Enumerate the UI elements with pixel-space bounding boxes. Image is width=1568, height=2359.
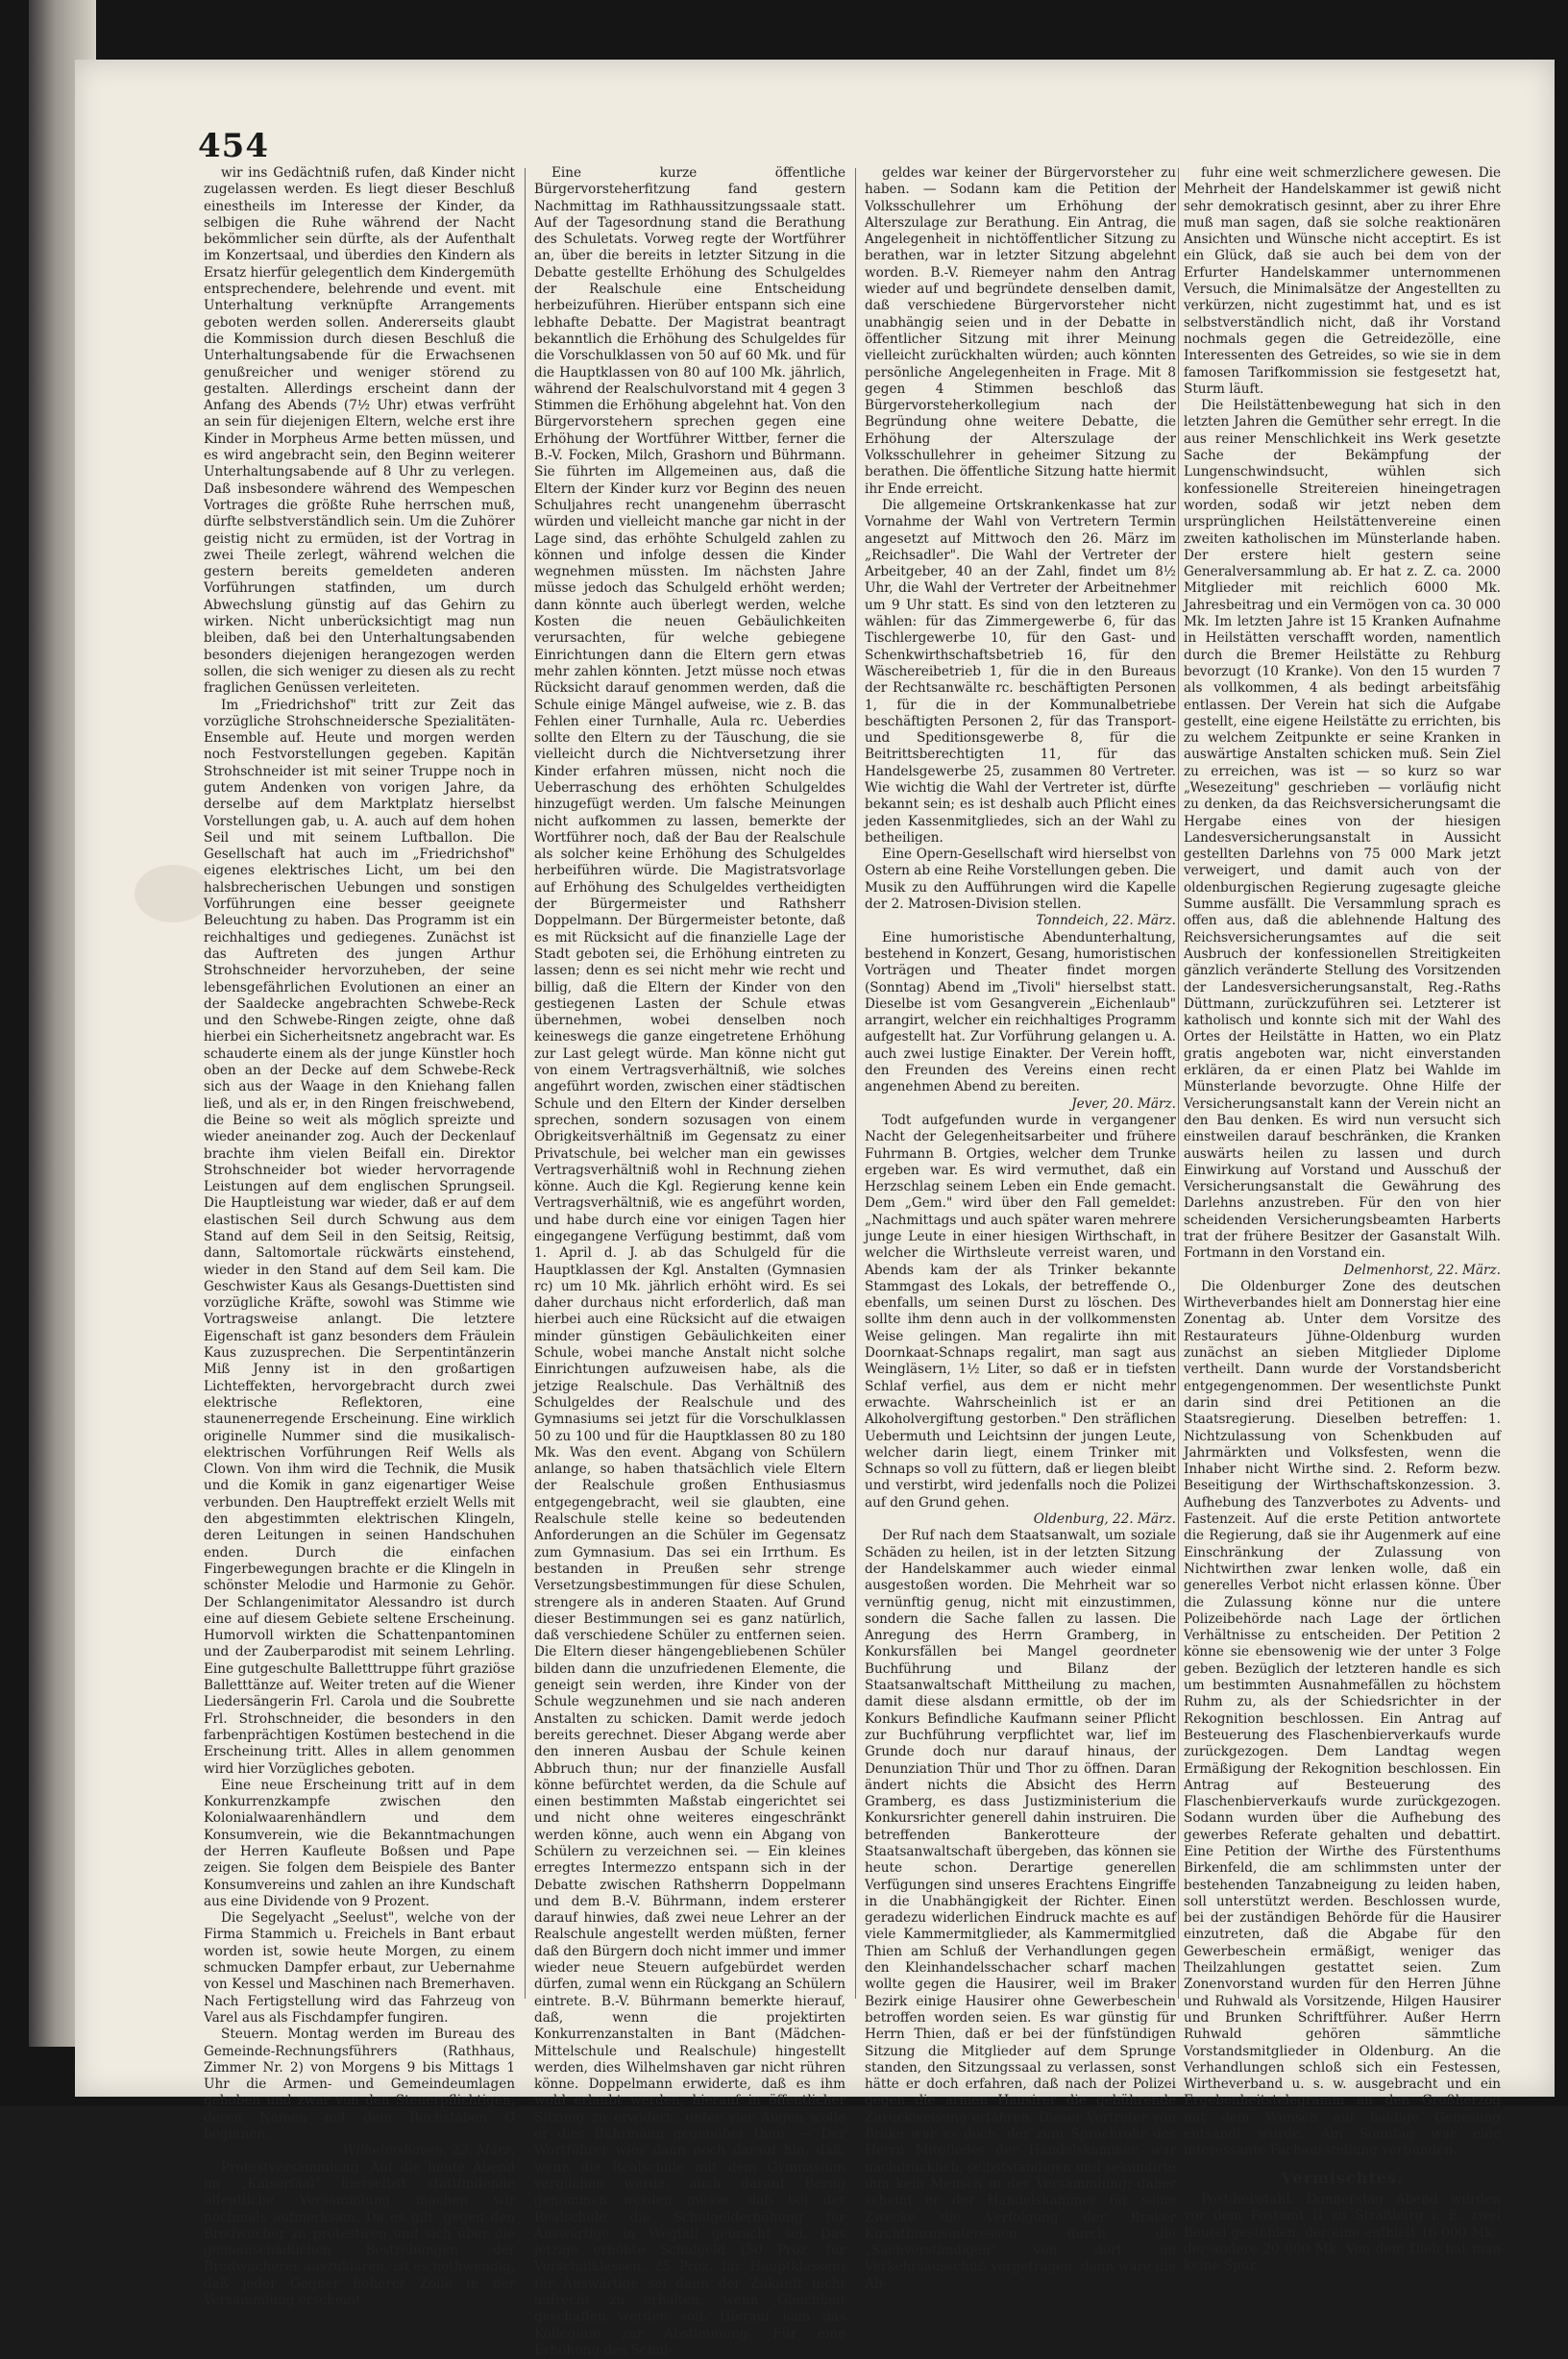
article-paragraph: Todt aufgefunden wurde in vergangener Nacht der Gelegenheitsarbeiter und frühere Fuhrmann B. Ortgies, welcher dem Trunke ergeben war. Es wird vermuthet, daß ein Herzschlag seinem Leben ein Ende gemacht. Dem „Gem." wird über den Fall gemeldet: „Nachmittags und auch später waren mehrere junge Leute in einer hiesigen Wirthschaft, in welcher die Wirthsleute verreist waren, und Abends kam der als Trinker bekannte Stammgast des Lokals, der betreffende O., ebenfalls, um seinen Durst zu löschen. Des sollte ihm denn auch in der vollkommensten Weise gelingen. Man regalirte ihn mit Doornkaat-Schnaps regalirt, man sagt aus Weingläsern, 1½ Liter, so daß er in tiefsten Schlaf verfiel, aus dem er nicht mehr erwachte. Wahrscheinlich ist er an Alkoholvergiftung gestorben." Den sträflichen Uebermuth und Leichtsinn der jungen Leute, welcher darin liegt, einem Trinker mit Schnaps so voll zu füttern, daß er liegen bleibt und verstirbt, wird jedenfalls noch die Polizei auf den Grund gehen. (865, 1112, 1176, 1511)
paper-stain (135, 865, 211, 922)
article-paragraph: Die Oldenburger Zone des deutschen Wirtheverbandes hielt am Donnerstag hier eine Zonentag ab. Unter dem Vorsitze des Restaurateurs Jühne-Oldenburg wurden zunächst an sieben Mitglieder Diplome vertheilt. Dann wurde der Vorstandsbericht entgegengenommen. Der wesentlichste Punkt darin sind drei Petitionen an die Staatsregierung. Dieselben betreffen: 1. Nichtzulassung von Schenkbuden auf Jahrmärkten und Volksfesten, wenn die Inhaber nicht Wirthe sind. 2. Reform bezw. Beseitigung der Wirthschaftskonzession. 3. Aufhebung des Tanzverbotes zu Advents- und Fastenzeit. Auf die erste Petition antwortete die Regierung, daß sie ihr Augenmerk auf eine Einschränkung der Zulassung von Nichtwirthen zwar lenken wolle, daß ein generelles Verbot nicht erlassen könne. Über die Zulassung könne nur die untere Polizeibehörde nach Lage der örtlichen Verhältnisse zu entscheiden. Der Petition 2 könne sie ebensowenig wie der unter 3 Folge geben. Bezüglich der letzteren handle es sich um bestimmten Ausnahmefällen zu höchstem Ruhm zu, als der Schiedsrichter in der Rekognition beschlossen. Ein Antrag auf Besteuerung des Flaschenbierverkaufs wurde zurückgezogen. Dem Landtag wegen Ermäßigung der Rekognition beschlossen. Ein Antrag auf Besteuerung des Flaschenbierverkaufs wurde zurückgezogen. Sodann wurden über die Aufhebung des gewerbes Referate gehalten und debattirt. Eine Petition der Wirthe des Fürstenthums Birkenfeld, die am schlimmsten unter der bestehenden Tanzabneigung zu leiden haben, soll unterstützt werden. Beschlossen wurde, bei der zuständigen Behörde für die Hausirer einzutreten, daß die Abgabe für den Gewerbeschein ermäßigt, weniger das Theilzahlungen gestattet seien. Zum Zonenvorstand wurden für den Herren Jühne und Ruhwald als Vorsitzende, Hilgen Hausirer und Brunken Schriftführer. Außer Herrn Ruhwald gehören sämmtliche Vorstandsmitglieder in Oldenburg. An die Verhandlungen schloß sich ein Festessen, Wirtheverband u. s. w. ausgebracht und ein Ergebenheitstelegramm an den Großherzog mit dem Wunsch auf baldige Genesung entsandt wurde. Am Sonntag war eine interessante Fachausstellung verbunden. (1184, 1278, 1501, 2159)
dateline: Jever, 20. März. (1071, 1095, 1176, 1112)
article-paragraph: Eine neue Erscheinung tritt auf in dem Konkurrenzkampfe zwischen den Kolonialwaarenhändlern und dem Konsumverein, wie die Bekanntmachungen der Herren Kaufleute Boßsen und Pape zeigen. Sie folgen dem Beispiele des Banter Konsumvereins und zahlen an ihre Kundschaft aus eine Dividende von 9 Prozent. (204, 1777, 515, 1909)
dateline: Delmenhorst, 22. März. (1343, 1262, 1501, 1278)
page-number: 454 (198, 127, 269, 165)
article-paragraph: Die Segelyacht „Seelust", welche von der Firma Stammich u. Freichels in Bant erbaut worden ist, sowie heute Morgen, zu einem schmucken Dampfer erbaut, zur Uebernahme von Kessel und Maschinen nach Bremerhaven. Nach Fertigstellung wird das Fahrzeug von Varel aus als Fischdampfer fungiren. (204, 1910, 515, 2026)
article-paragraph: geldes war keiner der Bürgervorsteher zu haben. — Sodann kam die Petition der Volksschullehrer um Erhöhung der Alterszulage zur Berathung. Ein Antrag, die Angelegenheit in nichtöffentlicher Sitzung zu berathen, war in letzter Sitzung abgelehnt worden. B.-V. Riemeyer nahm den Antrag wieder auf und begründete denselben damit, daß verschiedene Bürgervorsteher nicht unabhängig seien und in der Debatte in öffentlicher Sitzung mit ihrer Meinung vielleicht zurückhalten würden; auch könnten persönliche Angelegenheiten in Frage. Mit 8 gegen 4 Stimmen beschloß das Bürgervorsteherkollegium nach der Begründung ohne weitere Debatte, die Erhöhung der Alterszulage der Volksschullehrer in geheimer Sitzung zu berathen. Die öffentliche Sitzung hatte hiermit ihr Ende erreicht. (865, 165, 1176, 497)
article-paragraph: Im „Friedrichshof" tritt zur Zeit das vorzügliche Strohschneidersche Spezialitäten-Ensemble auf. Heute und morgen werden noch Festvorstellungen gegeben. Kapitän Strohschneider ist mit seiner Truppe noch in gutem Andenken von vorigen Jahre, da derselbe auf dem Marktplatz hierselbst Vorstellungen gab, u. A. auch auf dem hohen Seil und mit seinem Luftballon. Die Gesellschaft hat auch im „Friedrichshof" eigenes elektrisches Licht, um bei den halsbrecherischen Uebungen und sonstigen Vorführungen eine besser geeignete Beleuchtung zu haben. Das Programm ist ein reichhaltiges und gediegenes. Zunächst ist das Auftreten des jungen Arthur Strohschneider hervorzuheben, der seine lebensgefährlichen Evolutionen an einer an der Saaldecke angebrachten Schwebe-Reck und den Schwebe-Ringen zeigte, ohne daß hierbei ein Sicherheitsnetz angebracht war. Es schauderte einem als der junge Künstler hoch oben an der Decke auf dem Schwebe-Reck sich aus der Waage in den Kniehang fallen ließ, und als er, in den Ringen freischwebend, die Beine so weit als möglich spreizte und wieder aneinander zog. Auch der Deckenlauf brachte ihm vielen Beifall ein. Direktor Strohschneider bot wieder hervorragende Leistungen auf dem englischen Sprungseil. Die Hauptleistung war wieder, daß er auf dem elastischen Seil durch Schwung aus dem Stand auf dem Seil in den Seitsig, Reitsig, dann, Saltomortale rückwärts einstehend, wieder in den Stand auf dem Seil kam. Die Geschwister Kaus als Gesangs-Duettisten sind vorzügliche Kräfte, sowohl was Stimme wie Vortragsweise anlangt. Die letztere Eigenschaft ist ganz besonders dem Fräulein Kaus zuzusprechen. Die Serpentintänzerin Miß Jenny ist in den großartigen Lichteffekten, hervorgebracht durch zwei elektrische Reflektoren, eine staunenerregende Erscheinung. Eine wirklich originelle Nummer sind die musikalisch-elektrischen Vorführungen Reif Wells als Clown. Von ihm wird die Technik, die Musik und die Komik in ganz eigenartiger Weise verbunden. Den Hauptreffekt erzielt Wells mit den abgestimmten elektrischen Klingeln, deren Leitungen in seinen Handschuhen enden. Durch die einfachen Fingerbewegungen brachte er die Klingeln in schönster Melodie und Harmonie zu Gehör. Der Schlangenimitator Alessandro ist durch eine auf diesem Gebiete seltene Erscheinung. Humorvoll wirkten die Schattenpantominen und der Zauberparodist mit seinem Lehrling. Eine gutgeschulte Balletttruppe führt graziöse Balletttänze auf. Weiter treten auf die Wiener Liedersängerin Frl. Carola und die Soubrette Frl. Strohschneider, die besonders in den farbenprächtigen Kostümen bestechend in die Erscheinung tritt. Alles in allem genommen wird hier Vorzügliches geboten. (204, 697, 515, 1777)
dateline: Oldenburg, 22. März. (1033, 1511, 1176, 1528)
column-rule (525, 168, 526, 1999)
dateline: Tonndeich, 22. März. (1036, 913, 1176, 929)
dateline: Wilhelmshaven, 22. März. (342, 2143, 515, 2159)
article-paragraph: Die Heilstättenbewegung hat sich in den letzten Jahren die Gemüther sehr erregt. In die aus reiner Menschlichkeit ins Werk gesetzte Sache der Bekämpfung der Lungenschwindsucht, wühlen sich konfessionelle Streitereien hineingetragen worden, sodaß wir jetzt neben dem ursprünglichen Heilstättenvereine einen zweiten katholischen im Münsterlande haben. Der erstere hielt gestern seine Generalversammlung ab. Er hat z. Z. ca. 2000 Mitglieder mit reichlich 6000 Mk. Jahresbeitrag und ein Vermögen von ca. 30 000 Mk. Im letzten Jahre ist 15 Kranken Aufnahme in Heilstätten verschafft worden, namentlich durch die Bremer Heilstätte zu Rehburg bevorzugt (10 Kranke). Von den 15 wurden 7 als vollkommen, 4 als bedingt arbeitsfähig entlassen. Der Verein hat sich die Aufgabe gestellt, eine eigene Heilstätte zu errichten, bis zu welchem Zeitpunkte er seine Kranken in auswärtige Anstalten schicken muß. Sein Ziel zu erreichen, was ist — so kurz so war „Wesezeitung" geschrieben — vorläufig nicht zu denken, da das Reichsversicherungsamt die Hergabe eines von der hiesigen Landesversicherungsanstalt in Aussicht gestellten Darlehns von 75 000 Mark jetzt verweigert, und damit auch von der oldenburgischen Regierung zugesagte gleiche Summe ausfällt. Die Versammlung sprach es offen aus, daß die ablehnende Haltung des Reichsversicherungsamtes auf die seit Ausbruch der konfessionellen Streitigkeiten gänzlich veränderte Stellung des Vorsitzenden der Landesversicherungsanstalt, Reg.-Raths Düttmann, zurückzuführen sei. Letzterer ist katholisch und konnte sich mit der Wahl des Ortes der Heilstätte in Hatten, wo ein Platz gratis angeboten war, nicht einverstanden erklären, da er einen Platz bei Wahlde im Münsterlande bevorzugte. Ohne Hilfe der Versicherungsanstalt kann der Verein nicht an den Bau denken. Es wird nun versucht sich einstweilen darauf beschränken, die Kranken auswärts heilen zu lassen und durch Einwirkung auf Vorstand und Ausschuß der Versicherungsanstalt die Gewährung des Darlehns anzustreben. Für den von hier scheidenden Versicherungsbeamten Harberts trat der frühere Besitzer der Gasanstalt Wilh. Fortmann in den Vorstand ein. (1184, 398, 1501, 1262)
section-heading: Vermischtes. (1281, 2168, 1404, 2187)
article-paragraph: Protestversammlung. Auf die heute Abend im „Kaiserfaal" hierselbst stattfindende öffentliche Versammlung machen wir nochmals aufmerksam. Da es gilt, gegen den Brodwucher zu protestiren und sich über die gemeinschädlichen Bestrebungen der Brodwucherer auszuklären, ist es nothwendig, daß jeder Gegner höherer Zölle in der Versammlung erscheint. (204, 2159, 515, 2308)
article-paragraph: Die allgemeine Ortskrankenkasse hat zur Vornahme der Wahl von Vertretern Termin angesetzt auf Mittwoch den 26. März im „Reichsadler". Die Wahl der Vertreter der Arbeitgeber, 40 an der Zahl, findet um 8½ Uhr, die Wahl der Vertreter der Arbeitnehmer um 9 Uhr statt. Es sind von den letzteren zu wählen: für das Zimmergewerbe 6, für das Tischlergewerbe 10, für den Gast- und Schenkwirthschaftsbetrieb 16, für den Wäschereibetrieb 1, für die in den Bureaus der Rechtsanwälte rc. beschäftigten Personen 1, für die in der Kommunalbetriebe beschäftigten Personen 2, für das Transport- und Speditionsgewerbe 8, für die Beitrittsberechtigten 11, für das Handelsgewerbe 25, zusammen 80 Vertreter. Wie wichtig die Wahl der Vertreter ist, dürfte bekannt sein; es ist deshalb auch Pflicht eines jeden Kassenmitgliedes, sich an der Wahl zu betheiligen. (865, 497, 1176, 846)
column-1 (204, 165, 515, 2308)
article-paragraph: Postdiebstahl. Donnerstag Abend wurden vor dem Postamt II zu Straßburg i. E. zwei Beutel gestohlen, der eine enthielt 16 000 Mk., der andere 20 000 Mk. Von dem Dieb hat man keine Spur. (1184, 2191, 1501, 2274)
article-paragraph: Der Ruf nach dem Staatsanwalt, um soziale Schäden zu heilen, ist in der letzten Sitzung der Handelskammer auch wieder einmal ausgestoßen worden. Die Mehrheit war so vernünftig genug, nicht mit einzustimmen, sondern die Sache fallen zu lassen. Die Anregung des Herrn Gramberg, in Konkursfällen bei Mangel geordneter Buchführung und Bilanz der Staatsanwaltschaft Mittheilung zu machen, damit diese alsdann ermittle, ob der im Konkurs Befindliche Kaufmann seiner Pflicht zur Buchführung verpflichtet war, lief im Grunde doch nur darauf hinaus, der Denunziation Thür und Thor zu öffnen. Daran ändert nichts die Absicht des Herrn Gramberg, es dass Justizministerium die Konkursrichter generell dahin instruiren. Die betreffenden Bankerotteure der Staatsanwaltschaft übergeben, das können sie heute schon. Derartige generellen Verfügungen sind unseres Erachtens Eingriffe in die Unabhängigkeit der Richter. Einen geradezu widerlichen Eindruck machte es auf viele Kammermitglieder, als Kammermitglied Thien am Schluß der Verhandlungen gegen den Kleinhandelsschacher scharf machen wollte gegen die Hausirer, weil im Braker Bezirk einige Hausirer ohne Gewerbeschein betroffen worden seien. Es war günstig für Herrn Thien, daß er bei der fünfstündigen Sitzung die Mitglieder auf dem Sprunge standen, den Sitzungssaal zu verlassen, sonst hätte er doch erfahren, daß nach der Polizei gegen die armen Hausirer die gebührende Zurückweisung erfahren. Dieser Vertreter von Brake war es doch, der zum Sprachrohr des Herrn Mitgliedes der Handelskammer, war nachdrücklich, selbstständigen und sekundirte ihm kein Mensch in der Versammlung; daher scheint er der Handelskammer für seine Zwecke die Verfolgung der Braker Kirchthurmsinteressen durch die „Sachverständigen" von dort im Verkehrsausschuß vorgetragen, dann wäre die Ab- (865, 1528, 1176, 2292)
column-4 (1184, 165, 1501, 2274)
column-rule (855, 168, 856, 1999)
article-paragraph: wir ins Gedächtniß rufen, daß Kinder nicht zugelassen werden. Es liegt dieser Beschluß einestheils im Interesse der Kinder, da selbigen die Ruhe während der Nacht bekömmlicher sein dürfte, als der Aufenthalt im Konzertsaal, und überdies den Kindern als Ersatz hierfür gelegentlich dem Kindergemüth entsprechendere, belehrende und event. mit Unterhaltung verknüpfte Arrangements geboten werden sollen. Andererseits glaubt die Kommission durch diesen Beschluß die Unterhaltungsabende für die Erwachsenen genußreicher und weniger störend zu gestalten. Allerdings erscheint dann der Anfang des Abends (7½ Uhr) etwas verfrüht an sein für diejenigen Eltern, welche erst ihre Kinder in Morpheus Arme betten müssen, und es wird angebracht sein, den Beginn weiterer Unterhaltungsabende auf 8 Uhr zu verlegen. Daß insbesondere während des Wempeschen Vortrages die größte Ruhe herrschen muß, dürfte selbstverständlich sein. Um die Zuhörer geistig nicht zu ermüden, ist der Vortrag in zwei Theile zerlegt, während welchen die gestern bereits gemeldeten anderen Vorführungen statfinden, um durch Abwechslung günstig auf das Gehirn zu wirken. Nicht unberücksichtigt mag nun bleiben, daß bei den Unterhaltungsabenden besonders diejenigen herangezogen werden sollen, die sich weniger zu diesen als zu recht fraglichen Genüssen verleiteten. (204, 165, 515, 697)
column-2 (534, 165, 845, 2358)
column-3 (865, 165, 1176, 2292)
article-paragraph: Eine Opern-Gesellschaft wird hierselbst von Ostern ab eine Reihe Vorstellungen geben. Die Musik zu den Aufführungen wird die Kapelle der 2. Matrosen-Division stellen. (865, 847, 1176, 913)
column-rule (1178, 168, 1179, 1999)
article-paragraph: fuhr eine weit schmerzlichere gewesen. Die Mehrheit der Handelskammer ist gewiß nicht sehr demokratisch gesinnt, aber zu ihrer Ehre muß man sagen, daß sie solche reaktionären Ansichten und Wünsche nicht acceptirt. Es ist ein Glück, daß sie auch bei dem von der Erfurter Handelskammer unternommenen Versuch, die Minimalsätze der Angestellten zu verkürzen, nicht zugestimmt hat, und es ist selbstverständlich nicht, daß ihr Vorstand nochmals gegen die Getreidezölle, eine Interessenten des Getreides, so wie sie in dem famosen Tarifkommission sie festgesetzt hat, Sturm läuft. (1184, 165, 1501, 397)
article-paragraph: Eine kurze öffentliche Bürgervorsteherfitzung fand gestern Nachmittag im Rathhaussitzungssaale statt. Auf der Tagesordnung stand die Berathung des Schuletats. Vorweg regte der Wortführer an, über die bereits in letzter Sitzung in die Debatte gestellte Erhöhung des Schulgeldes der Realschule eine Entscheidung herbeizuführen. Hierüber entspann sich eine lebhafte Debatte. Der Magistrat beantragt bekanntlich die Erhöhung des Schulgeldes für die Vorschulklassen von 50 auf 60 Mk. und für die Hauptklassen von 80 auf 100 Mk. jährlich, während der Realschulvorstand mit 4 gegen 3 Stimmen die Erhöhung abgelehnt hat. Von den Bürgervorstehern sprechen gegen eine Erhöhung der Wortführer Wittber, ferner die B.-V. Focken, Milch, Grashorn und Bührmann. Sie führten im Allgemeinen aus, daß die Eltern der Kinder kurz vor Beginn des neuen Schuljahres recht unangenehm überrascht würden und vielleicht manche gar nicht in der Lage sind, das erhöhte Schulgeld zahlen zu können und infolge dessen die Kinder wegnehmen müssten. Im nächsten Jahre müsse jedoch das Schulgeld erhöht werden; dann könnte auch überlegt werden, welche Kosten die neuen Gebäulichkeiten verursachten, für welche gebiegene Einrichtungen dann die Eltern gern etwas mehr zahlen könnten. Jetzt müsse noch etwas Rücksicht darauf genommen werden, daß die Schule einige Mängel aufweise, wie z. B. das Fehlen einer Turnhalle, Aula rc. Ueberdies sollte den Eltern zu der Täuschung, die sie vielleicht durch die Nichtversetzung ihrer Kinder erfahren müssen, nicht noch die Ueberraschung des erhöhten Schulgeldes hinzugefügt werden. Um falsche Meinungen nicht aufkommen zu lassen, bemerkte der Wortführer noch, daß der Bau der Realschule als solcher keine Erhöhung des Schulgeldes herbeiführen würde. Die Magistratsvorlage auf Erhöhung des Schulgeldes vertheidigten der Bürgermeister und Rathsherr Doppelmann. Der Bürgermeister betonte, daß es mit Rücksicht auf die finanzielle Lage der Stadt geboten sei, die Erhöhung eintreten zu lassen; denn es sei nicht mehr wie recht und billig, daß die Eltern der Kinder von den gestiegenen Lasten der Schule etwas übernehmen, wobei denselben noch keineswegs die ganze eingetretene Erhöhung zur Last gelegt würde. Man könne nicht gut von einem Vertragsverhältniß, wie solches angeführt worden, zwischen einer städtischen Schule und den Eltern der Kinder derselben sprechen, sondern sozusagen von einem Obrigkeitsverhältniß im Gegensatz zu einer Privatschule, bei welcher man ein gewisses Vertragsverhältniß wohl in Rechnung ziehen könne. Auch die Kgl. Regierung kenne kein Vertragsverhältniß, wie es angeführt worden, und habe durch eine vor einigen Tagen hier eingegangene Verfügung bestimmt, daß vom 1. April d. J. ab das Schulgeld für die Hauptklassen der Kgl. Anstalten (Gymnasien rc) um 10 Mk. jährlich erhöht wird. Es sei daher durchaus nicht erforderlich, daß man hierbei auch eine Rücksicht auf die etwaigen minder günstigen Gebäulichkeiten einer Schule, wobei manche Anstalt nicht solche Einrichtungen aufzuweisen habe, als die jetzige Realschule. Das Verhältniß des Schulgeldes der Realschule und des Gymnasiums sei jetzt für die Vorschulklassen 50 zu 100 und für die Hauptklassen 80 zu 180 Mk. Was den event. Abgang von Schülern anlange, so haben thatsächlich viele Eltern der Realschule großen Enthusiasmus entgegengebracht, weil sie glaubten, eine Realschule stelle keine so bedeutenden Anforderungen an die Schüler im Gegensatz zum Gymnasium. Das sei ein Irrthum. Es bestanden in Preußen sehr strenge Versetzungsbestimmungen für diese Schulen, strengere als in anderen Staaten. Auf Grund dieser Bestimmungen sei es ganz natürlich, daß verschiedene Schüler zu entfernen seien. Die Eltern dieser hängengebliebenen Schüler bilden dann die unzufriedenen Elemente, die geneigt sein werden, ihre Kinder von der Schule wegzunehmen und sie nach anderen Anstalten zu schicken. Damit werde jedoch bereits gerechnet. Dieser Abgang werde aber den inneren Ausbau der Schule keinen Abbruch thun; nur der finanzielle Ausfall könne befürchtet werden, da die Schule auf einen bestimmten Maßstab eingerichtet sei und nicht ohne weiteres eingeschränkt werden könne, auch wenn ein Abgang von Schülern zu verzeichnen sei. — Ein kleines erregtes Intermezzo entspann sich in der Debatte zwischen Rathsherrn Doppelmann und dem B.-V. Bührmann, indem ersterer darauf hinwies, daß zwei neue Lehrer an der Realschule angestellt werden müßten, ferner daß den Bürgern doch nicht immer und immer wieder neue Steuern aufgebürdet werden dürfen, zumal wenn ein Rückgang an Schülern eintrete. B.-V. Bührmann bemerkte hierauf, daß, wenn die projektirten Konkurrenzanstalten in Bant (Mädchen-Mittelschule und Realschule) hingestellt werden, dies Wilhelmshaven gar nicht rühren könne. Doppelmann erwiderte, daß es ihm wohl erlaubt werden, hierauf in öffentlicher Sitzung zu erwidern; unter vier Augen wolle er dies Bührmann gegenüber thun. — Der Wortführer wies dann noch darauf hin, daß, wenn die Realschule mit dem Gymnasium verglichen werde, auch darauf Bezug genommen werden müsse, daß bei der Realschule die Schulgelderhöhung für Auswärtige in Wegfall gebracht sei. Das jetzige erhöhte Schulgeld (50 Proz. für Vorschulklassen, 25 Proz. für Hauptklassen) für Auswärtige sei dann der Zukunft nicht aufrecht zu erhalten, wenn Gleichheit geschaffen werden soll. Hierauf kam das Kollegium zur Abstimmung. Für eine Erhöhung des Schul- (534, 165, 845, 2358)
article-paragraph: Eine humoristische Abendunterhaltung, bestehend in Konzert, Gesang, humoristischen Vorträgen und Theater findet morgen (Sonntag) Abend im „Tivoli" hierselbst statt. Dieselbe ist vom Gesangverein „Eichenlaub" arrangirt, welcher ein reichhaltiges Programm aufgestellt hat. Zur Vorführung gelangen u. A. auch zwei lustige Einakter. Der Verein hofft, den Freunden des Vereins einen recht angenehmen Abend zu bereiten. (865, 929, 1176, 1095)
article-paragraph: Steuern. Montag werden im Bureau des Gemeinde-Rechnungsführers (Rathhaus, Zimmer Nr. 2) von Morgens 9 bis Mittags 1 Uhr die Armen- und Gemeindeumlagen gehoben und zwar von den Steuerpflichtigen, deren Namen mit dem Buchstaben G beginnen. (204, 2027, 515, 2143)
